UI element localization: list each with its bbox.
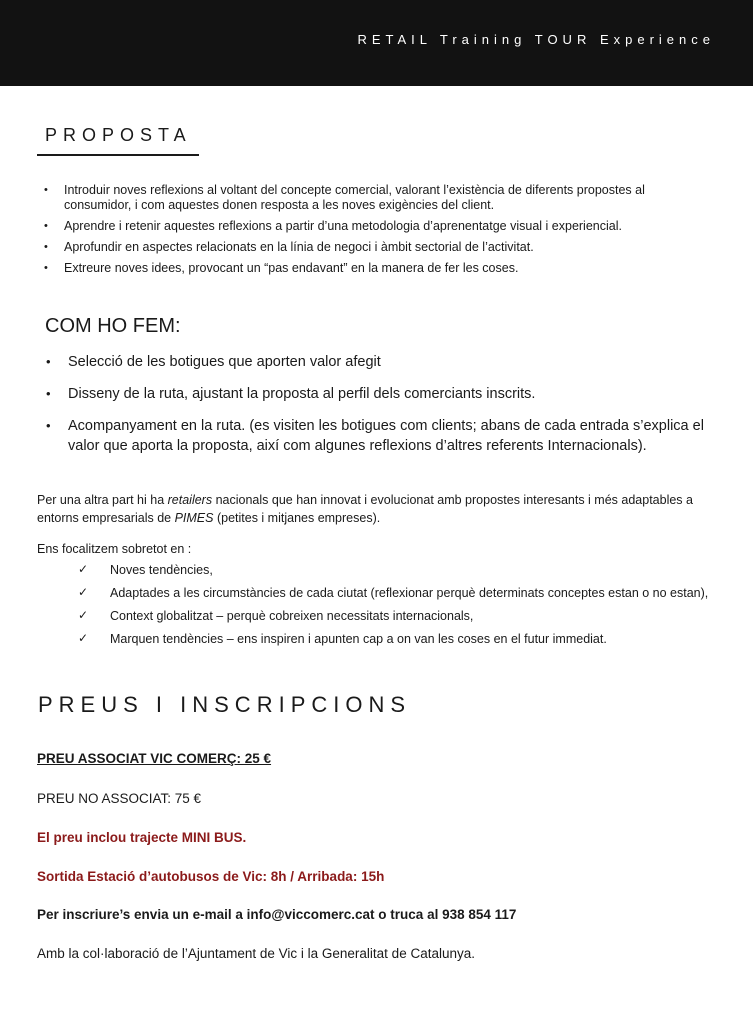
sortida-info: Sortida Estació d’autobusos de Vic: 8h / Arribada: 15h xyxy=(37,869,385,884)
check-icon: ✓ xyxy=(78,562,89,576)
list-item xyxy=(36,261,676,276)
proposta-list xyxy=(36,183,676,282)
bullet-icon: • xyxy=(44,262,48,274)
paragraph-part1: Per una altra part hi ha xyxy=(37,493,168,507)
list-item-text: Selecció de les botigues que aporten valor afegit xyxy=(68,354,381,370)
paragraph-part3: (petites i mitjanes empreses). xyxy=(213,511,381,525)
check-icon: ✓ xyxy=(78,608,89,622)
focus-list xyxy=(78,563,738,655)
bullet-icon: • xyxy=(44,220,48,232)
pimes-term: PIMES xyxy=(174,511,214,525)
check-icon: ✓ xyxy=(78,631,89,645)
list-item-text: Aprendre i retenir aquestes reflexions a partir d’una metodologia d’aprenentatge visual i experiencial. xyxy=(64,219,622,233)
preu-no-associat: PREU NO ASSOCIAT: 75 € xyxy=(37,791,202,806)
list-item-text: Adaptades a les circumstàncies de cada ciutat (reflexionar perquè determinats conceptes estan o no estan), xyxy=(110,586,709,600)
retailers-term: retailers xyxy=(167,493,213,507)
bullet-icon: • xyxy=(44,184,48,196)
bullet-icon: • xyxy=(46,386,51,401)
list-item-text: Introduir noves reflexions al voltant del concepte comercial, valorant l’existència de diferents propostes al consumidor, i com aquestes donen resposta a les noves exigències del client. xyxy=(64,183,645,212)
list-item xyxy=(36,240,676,255)
list-item xyxy=(36,183,676,213)
list-item xyxy=(44,416,734,456)
retailers-paragraph xyxy=(37,491,737,527)
header-title: RETAIL Training TOUR Experience xyxy=(357,32,715,47)
bullet-icon: • xyxy=(44,241,48,253)
com-ho-fem-list xyxy=(44,352,734,468)
list-item xyxy=(78,586,738,601)
inscripcio-info: Per inscriure’s envia un e-mail a info@viccomerc.cat o truca al 938 854 117 xyxy=(37,907,517,922)
check-icon: ✓ xyxy=(78,585,89,599)
list-item-text: Aprofundir en aspectes relacionats en la línia de negoci i àmbit sectorial de l’activitat. xyxy=(64,240,534,254)
list-item xyxy=(78,563,738,578)
list-item-text: Noves tendències, xyxy=(110,563,213,577)
list-item-text: Acompanyament en la ruta. (es visiten les botigues com clients; abans de cada entrada s’explica el valor que aporta la proposta, així com algunes reflexions d’altres referents Internacionals). xyxy=(68,418,704,454)
bullet-icon: • xyxy=(46,354,51,369)
paragraph-part2: nacionals que han innovat i evolucionat amb propostes interesants i més adaptables a entorns empresarials de xyxy=(37,493,693,525)
header-bar xyxy=(0,0,753,86)
bus-info: El preu inclou trajecte MINI BUS. xyxy=(37,830,247,845)
preus-title: PREUS I INSCRIPCIONS xyxy=(38,692,412,717)
proposta-title: PROPOSTA xyxy=(45,125,192,145)
list-item xyxy=(44,352,734,372)
list-item xyxy=(44,384,734,404)
com-ho-fem-title: COM HO FEM: xyxy=(45,315,181,337)
list-item xyxy=(78,632,738,647)
list-item-text: Disseny de la ruta, ajustant la proposta al perfil dels comerciants inscrits. xyxy=(68,386,536,402)
list-item xyxy=(78,609,738,624)
proposta-underline xyxy=(37,154,199,156)
list-item xyxy=(36,219,676,234)
list-item-text: Extreure noves idees, provocant un “pas endavant” en la manera de fer les coses. xyxy=(64,261,519,275)
list-item-text: Context globalitzat – perquè cobreixen necessitats internacionals, xyxy=(110,609,474,623)
list-item-text: Marquen tendències – ens inspiren i apunten cap a on van les coses en el futur immediat. xyxy=(110,632,607,646)
preu-associat: PREU ASSOCIAT VIC COMERÇ: 25 € xyxy=(37,751,272,766)
collaboracio-info: Amb la col·laboració de l’Ajuntament de Vic i la Generalitat de Catalunya. xyxy=(37,946,475,961)
bullet-icon: • xyxy=(46,418,51,433)
focus-intro: Ens focalitzem sobretot en : xyxy=(37,542,192,556)
